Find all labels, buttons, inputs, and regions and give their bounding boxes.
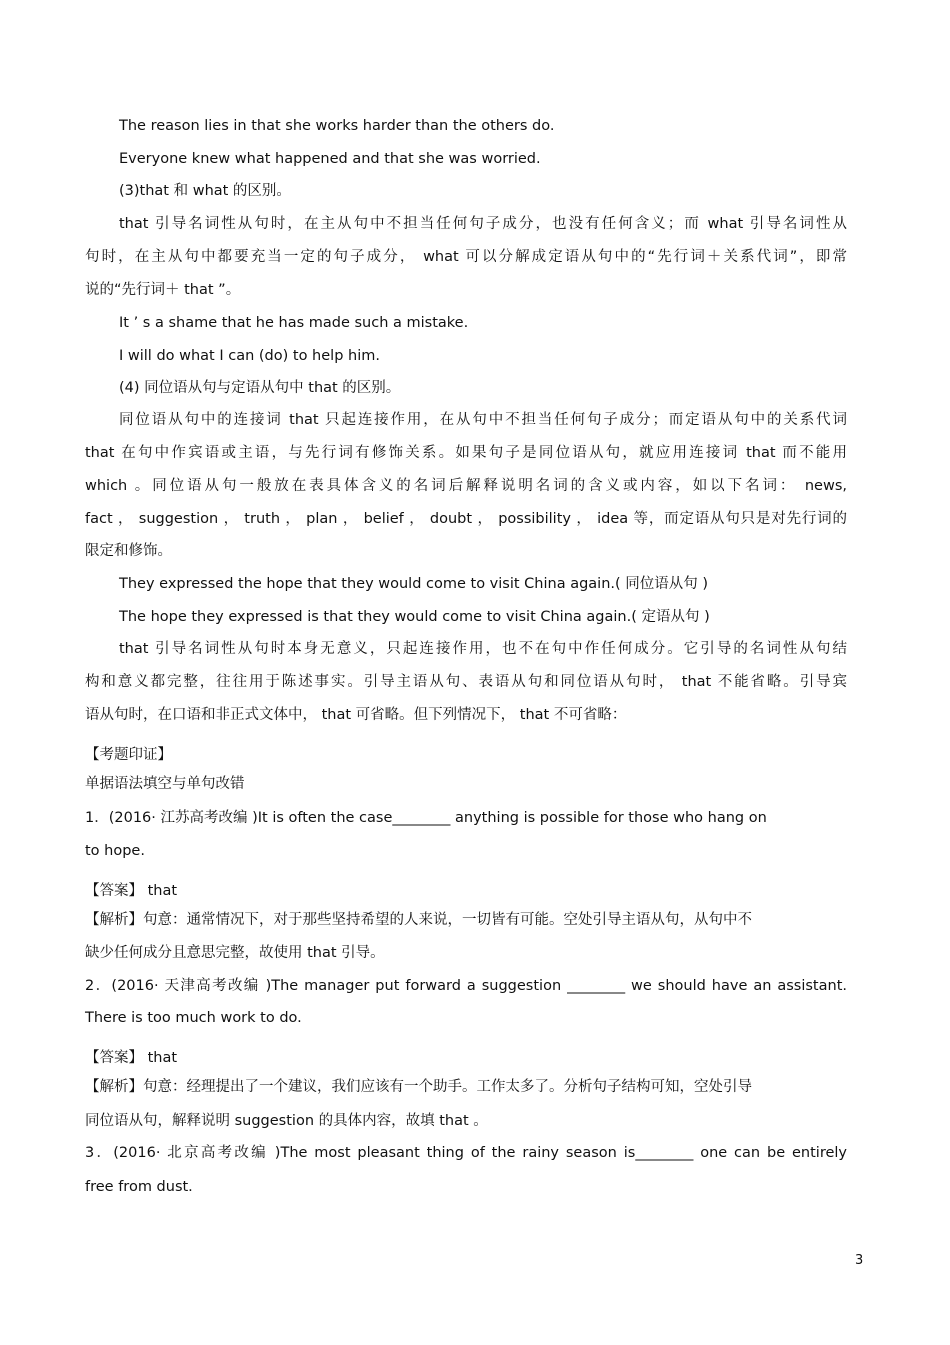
question-2-line-2: There is too much work to do.: [85, 1010, 302, 1026]
question-2-answer: 【答案】 that: [85, 1050, 178, 1066]
question-1-answer: 【答案】 that: [85, 883, 178, 899]
paragraph-appositive-line-4: fact ， suggestion ， truth ， plan ， belief ， doubt ， possibility ， idea 等，而定语从句只是对先行词的: [85, 511, 847, 527]
page-number: 3: [855, 1253, 864, 1268]
example-sentence-appositive: They expressed the hope that they would come to visit China again.( 同位语从句 ): [119, 576, 709, 592]
question-2-explanation-line-1: 【解析】句意：经理提出了一个建议，我们应该有一个助手。工作太多了。分析句子结构可知，空处引导: [85, 1079, 752, 1095]
paragraph-that-omission-line-2: 构和意义都完整，往往用于陈述事实。引导主语从句、表语从句和同位语从句时， that 不能省略。引导宾: [85, 674, 847, 690]
section-heading-appositive: (4) 同位语从句与定语从句中 that 的区别。: [119, 380, 401, 396]
paragraph-appositive-line-5: 限定和修饰。: [85, 543, 172, 559]
paragraph-that-omission-line-1: that 引导名词性从句时本身无意义，只起连接作用，也不在句中作任何成分。它引导的名词性从句结: [119, 641, 847, 657]
paragraph-that-omission-line-3: 语从句时，在口语和非正式文体中， that 可省略。但下列情况下， that 不可省略：: [85, 707, 627, 723]
paragraph-appositive-line-2: that 在句中作宾语或主语，与先行词有修饰关系。如果句子是同位语从句，就应用连接词 that 而不能用: [85, 445, 847, 461]
question-3-line-2: free from dust.: [85, 1179, 193, 1195]
question-1-explanation-line-1: 【解析】句意：通常情况下，对于那些坚持希望的人来说，一切皆有可能。空处引导主语从句，从句中不: [85, 912, 752, 928]
question-1-explanation-line-2: 缺少任何成分且意思完整，故使用 that 引导。: [85, 945, 385, 961]
question-2-explanation-line-2: 同位语从句，解释说明 suggestion 的具体内容，故填 that 。: [85, 1113, 488, 1129]
section-heading-that-vs-what: (3)that 和 what 的区别。: [119, 183, 291, 199]
question-3-line-1: 3．(2016· 北京高考改编 )The most pleasant thing of the rainy season is________ one can be entirely: [85, 1145, 847, 1161]
paragraph-appositive-line-1: 同位语从句中的连接词 that 只起连接作用，在从句中不担当任何句子成分；而定语从句中的关系代词: [119, 412, 847, 428]
paragraph-appositive-line-3: which 。同位语从句一般放在表具体含义的名词后解释说明名词的含义或内容，如以下名词： news,: [85, 478, 847, 494]
paragraph-that-what-line-1: that 引导名词性从句时，在主从句中不担当任何句子成分，也没有任何含义；而 what 引导名词性从: [119, 216, 847, 232]
question-1-line-1: 1．(2016· 江苏高考改编 )It is often the case________ anything is possible for those who hang on: [85, 810, 767, 826]
paragraph-that-what-line-2: 句时，在主从句中都要充当一定的句子成分， what 可以分解成定语从句中的“先行词＋关系代词”，即常: [85, 249, 847, 265]
example-sentence-reason: The reason lies in that she works harder than the others do.: [119, 118, 555, 134]
question-1-line-2: to hope.: [85, 843, 145, 859]
example-sentence-everyone: Everyone knew what happened and that she was worried.: [119, 151, 541, 167]
example-sentence-shame: It ’ s a shame that he has made such a mistake.: [119, 315, 469, 331]
question-2-line-1: 2．(2016· 天津高考改编 )The manager put forward a suggestion ________ we should have an assistant.: [85, 978, 847, 994]
paragraph-that-what-line-3: 说的“先行词＋ that ”。: [85, 282, 241, 298]
example-sentence-attributive: The hope they expressed is that they would come to visit China again.( 定语从句 ): [119, 609, 710, 625]
exam-heading: 【考题印证】: [85, 747, 172, 763]
example-sentence-help: I will do what I can (do) to help him.: [119, 348, 380, 364]
exam-subheading: 单据语法填空与单句改错: [85, 776, 245, 792]
